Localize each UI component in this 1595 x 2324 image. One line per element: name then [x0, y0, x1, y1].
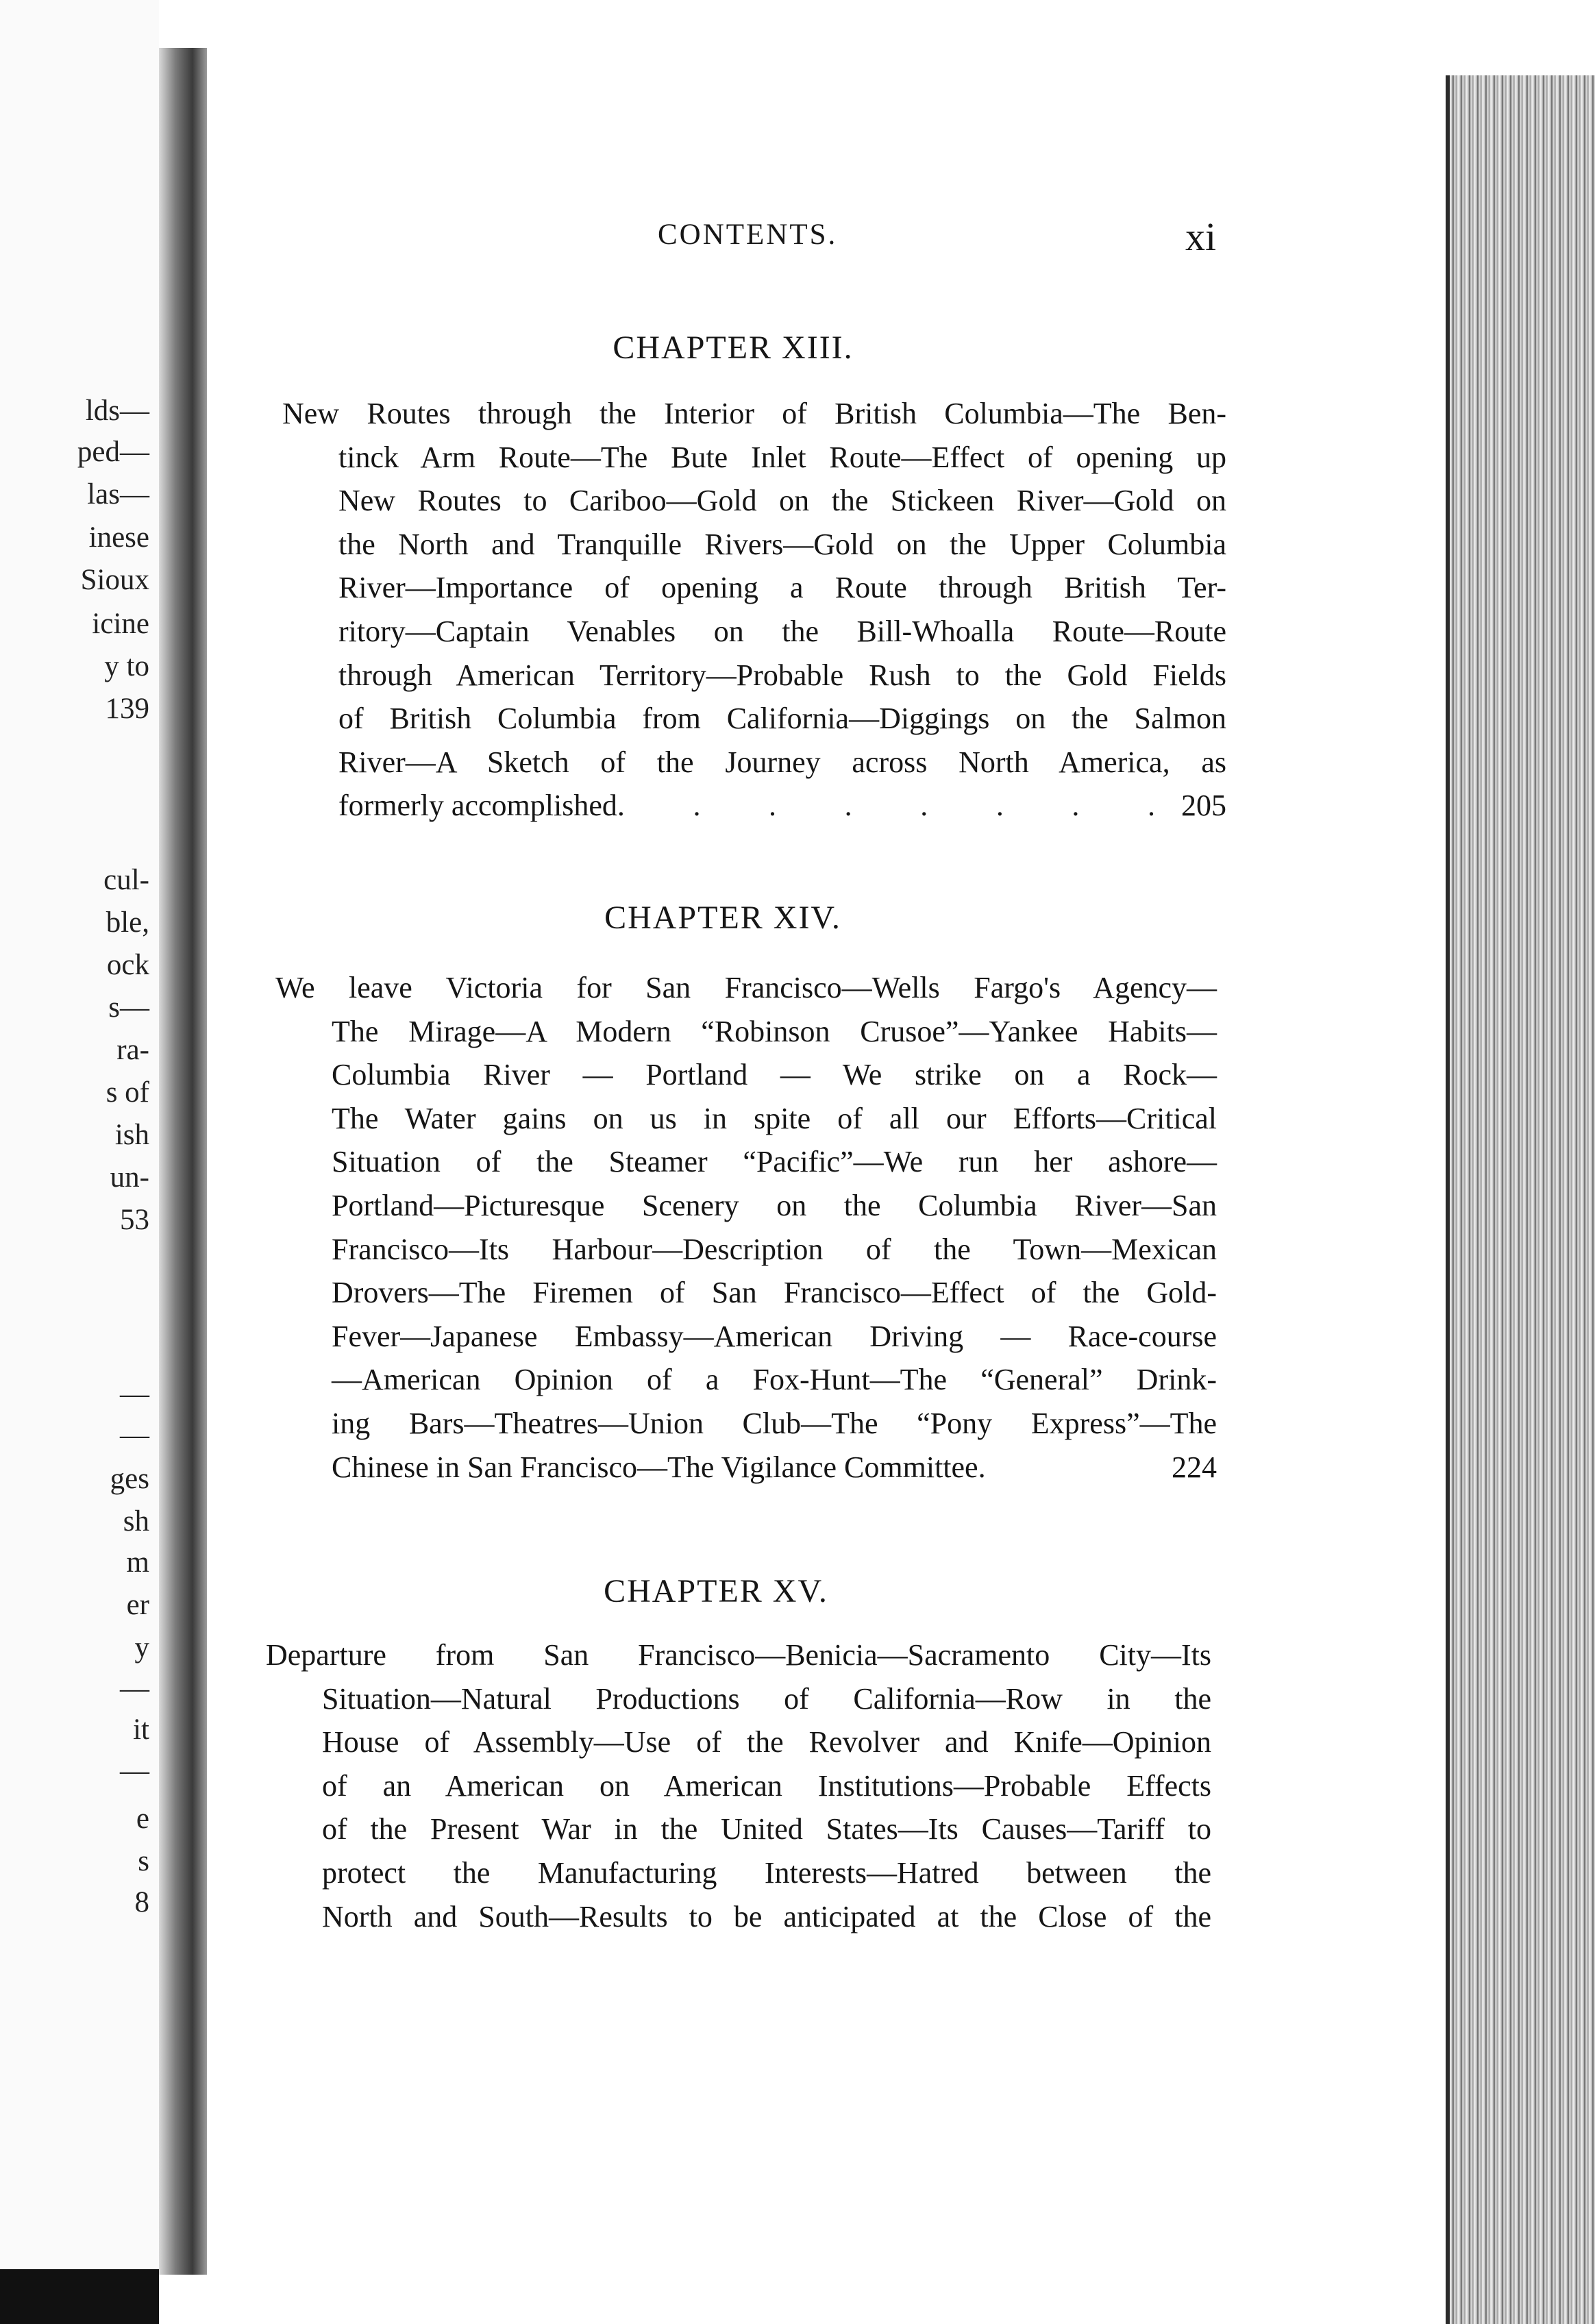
left-page-fragment: cul- — [103, 864, 149, 896]
left-page-fragment: ra- — [116, 1034, 149, 1066]
left-page-fragment: Sioux — [80, 564, 149, 596]
summary-line: Portland—Picturesque Scenery on the Columbia River—San — [332, 1188, 1217, 1222]
chapter-heading: CHAPTER XIII. — [613, 330, 854, 366]
summary-line: —American Opinion of a Fox-Hunt—The “General” Drink- — [332, 1363, 1217, 1397]
summary-line: Situation—Natural Productions of California—Row in the — [322, 1681, 1211, 1716]
entry-page-number: 224 — [1172, 1450, 1217, 1484]
left-page-fragment: un- — [110, 1161, 149, 1194]
left-page-fragment: e — [136, 1803, 149, 1835]
chapter-heading: CHAPTER XV. — [604, 1573, 828, 1609]
left-page-fragment: ish — [114, 1119, 149, 1151]
left-page-fragment: — — [120, 1672, 149, 1705]
summary-line: The Water gains on us in spite of all our Efforts—Critical — [332, 1101, 1217, 1135]
summary-line: New Routes to Cariboo—Gold on the Stickeen River—Gold on — [338, 484, 1226, 518]
summary-line: tinck Arm Route—The Bute Inlet Route—Effect of opening up — [338, 440, 1226, 474]
page-number: xi — [1185, 214, 1217, 259]
entry-last-line: formerly accomplished — [338, 789, 617, 823]
left-page-fragment: — — [120, 1419, 149, 1451]
left-page-fragment: s of — [106, 1076, 149, 1109]
left-page-fragment: inese — [88, 521, 149, 554]
summary-line: Drovers—The Firemen of San Francisco—Effect of the Gold- — [332, 1276, 1217, 1310]
chapter-heading: CHAPTER XIV. — [604, 900, 841, 936]
toc-entry-row — [282, 784, 1226, 828]
left-page-fragment: sh — [123, 1505, 149, 1537]
left-page-fragment: ges — [110, 1463, 149, 1495]
summary-line: House of Assembly—Use of the Revolver and Knife—Opinion — [322, 1725, 1211, 1759]
left-page-fragment: lds— — [85, 395, 149, 427]
left-page-fragment: s— — [108, 991, 149, 1024]
left-page-fragment: s — [138, 1845, 149, 1877]
dot-leader: . — [978, 1450, 1012, 1484]
left-page-fragment: y to — [104, 650, 149, 682]
left-page-fragment: ble, — [106, 906, 149, 939]
entry-page-number: 205 — [1181, 789, 1226, 823]
chapter-summary — [275, 966, 1217, 1489]
summary-line: of the Present War in the United States—Its Causes—Tariff to — [322, 1812, 1211, 1846]
summary-line: of an American on American Institutions—Probable Effects — [322, 1768, 1211, 1803]
summary-line: ritory—Captain Venables on the Bill-Whoalla Route—Route — [338, 614, 1226, 648]
summary-line: New Routes through the Interior of British Columbia—The Ben- — [282, 397, 1226, 430]
summary-line: North and South—Results to be anticipated at the Close of the — [322, 1899, 1211, 1933]
left-page-fragment: it — [133, 1714, 149, 1746]
summary-line: Francisco—Its Harbour—Description of the Town—Mexican — [332, 1232, 1217, 1266]
left-page-fragment: — — [120, 1378, 149, 1410]
left-page-fragment: — — [120, 1755, 149, 1787]
left-page-fragment: 53 — [120, 1204, 149, 1236]
left-page-fragment: icine — [92, 608, 149, 640]
summary-line: River—Importance of opening a Route through British Ter- — [338, 571, 1226, 605]
running-head: CONTENTS. — [658, 219, 838, 251]
summary-line: Situation of the Steamer “Pacific”—We run her ashore— — [332, 1145, 1217, 1179]
summary-line: the North and Tranquille Rivers—Gold on the Upper Columbia — [338, 527, 1226, 561]
left-page-fragment: m — [126, 1546, 149, 1579]
summary-line: Columbia River — Portland — We strike on a Rock— — [332, 1058, 1217, 1092]
toc-entry-row — [275, 1446, 1217, 1489]
left-page-fragment: 139 — [105, 693, 149, 725]
summary-line: of British Columbia from California—Diggings on the Salmon — [338, 702, 1226, 736]
summary-line: Fever—Japanese Embassy—American Driving — Race-course — [332, 1319, 1217, 1353]
left-page-fragment: ock — [106, 949, 149, 981]
summary-line: River—A Sketch of the Journey across North America, as — [338, 745, 1226, 779]
summary-line: Departure from San Francisco—Benicia—Sacramento City—Its — [266, 1638, 1211, 1672]
left-page-fragment: y — [134, 1631, 149, 1664]
summary-line: ing Bars—Theatres—Union Club—The “Pony Express”—The — [332, 1406, 1217, 1440]
summary-line: through American Territory—Probable Rush to the Gold Fields — [338, 658, 1226, 692]
dot-leader: . . . . . . . . — [617, 789, 1181, 823]
left-page-fragment: ped— — [77, 436, 149, 468]
chapter-summary — [282, 392, 1226, 828]
chapter-summary — [266, 1633, 1211, 1938]
summary-line: We leave Victoria for San Francisco—Wells Fargo's Agency— — [275, 971, 1217, 1004]
summary-line: The Mirage—A Modern “Robinson Crusoe”—Yankee Habits— — [332, 1014, 1217, 1048]
summary-line: protect the Manufacturing Interests—Hatred between the — [322, 1855, 1211, 1890]
left-page-fragment: las— — [87, 478, 149, 510]
left-page-fragment: 8 — [134, 1886, 149, 1918]
left-page-fragment: er — [126, 1589, 149, 1621]
entry-last-line: Chinese in San Francisco—The Vigilance Committee — [332, 1450, 978, 1484]
bottom-margin — [159, 2275, 1446, 2324]
